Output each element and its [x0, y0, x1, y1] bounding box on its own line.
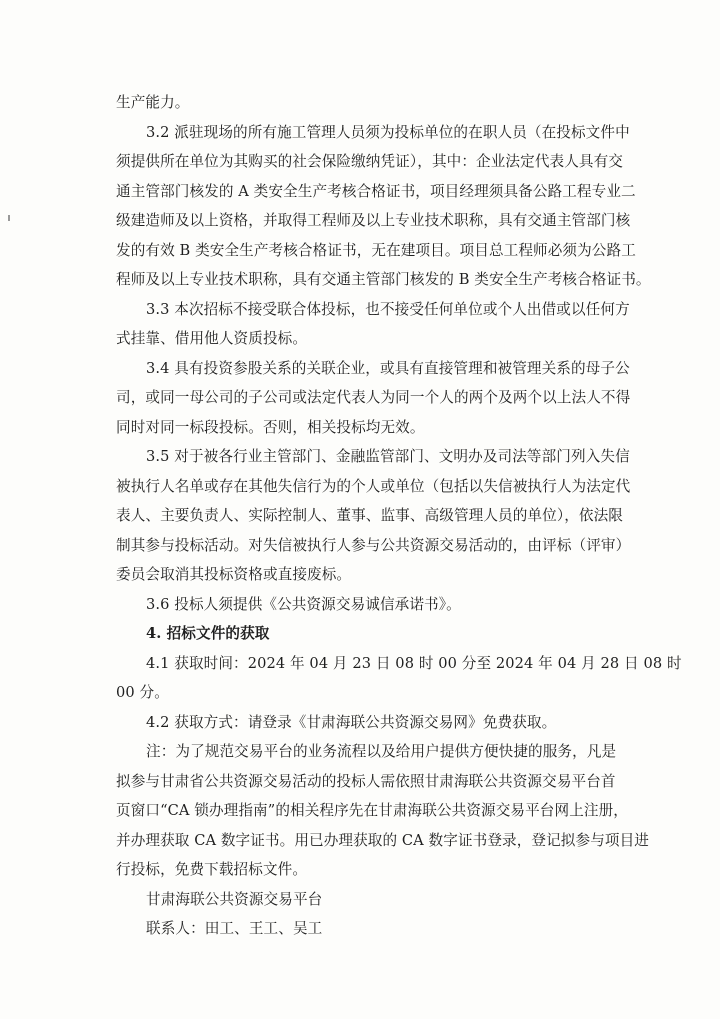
text-line: 同时对同一标段投标。否则，相关投标均无效。 — [116, 418, 425, 436]
text-line: 司，或同一母公司的子公司或法定代表人为同一个人的两个及两个以上法人不得 — [116, 389, 631, 406]
text-line: 3.2 派驻现场的所有施工管理人员须为投标单位的在职人员（在投标文件中 — [146, 123, 630, 141]
text-line: 程师及以上专业技术职称，具有交通主管部门核发的 B 类安全生产考核合格证书。 — [116, 271, 651, 288]
text-line: 式挂靠、借用他人资质投标。 — [116, 330, 308, 347]
text-line: 页窗口“CA 锁办理指南”的相关程序先在甘肃海联公共资源交易平台网上注册， — [116, 802, 628, 819]
text-line: 3.3 本次招标不接受联合体投标，也不接受任何单位或个人出借或以任何方 — [146, 300, 630, 318]
text-line: 制其参与投标活动。对失信被执行人参与公共资源交易活动的，由评标（评审） — [116, 536, 631, 554]
text-line: 并办理获取 CA 数字证书。用已办理获取的 CA 数字证书登录，登记拟参与项目进 — [116, 831, 649, 849]
text-line: 行投标，免费下载招标文件。 — [116, 861, 308, 878]
text-line: 被执行人名单或存在其他失信行为的个人或单位（包括以失信被执行人为法定代 — [116, 477, 631, 495]
document-page — [116, 88, 682, 944]
text-line: 注：为了规范交易平台的业务流程以及给用户提供方便快捷的服务，凡是 — [146, 743, 617, 760]
text-line: 00 分。 — [116, 684, 169, 701]
text-line: 通主管部门核发的 A 类安全生产考核合格证书，项目经理须具备公路工程专业二 — [116, 182, 636, 200]
text-line: 3.5 对于被各行业主管部门、金融监管部门、文明办及司法等部门列入失信 — [146, 448, 630, 465]
text-line: 委员会取消其投标资格或直接废标。 — [116, 566, 352, 583]
text-line: 拟参与甘肃省公共资源交易活动的投标人需依照甘肃海联公共资源交易平台首 — [116, 772, 616, 790]
text-line: 4.2 获取方式：请登录《甘肃海联公共资源交易网》免费获取。 — [146, 713, 557, 731]
text-line: 发的有效 B 类安全生产考核合格证书，无在建项目。项目总工程师必须为公路工 — [116, 241, 636, 259]
section-heading: 4. 招标文件的获取 — [146, 625, 270, 642]
text-line: 4.1 获取时间：2024 年 04 月 23 日 08 时 00 分至 2024 年 04 月 28 日 08 时 — [146, 654, 682, 672]
platform-name: 甘肃海联公共资源交易平台 — [146, 890, 323, 908]
contact-line: 联系人：田工、王工、吴工 — [146, 920, 323, 937]
text-line: 须提供所在单位为其购买的社会保险缴纳凭证），其中：企业法定代表人具有交 — [116, 153, 623, 170]
text-line: 表人、主要负责人、实际控制人、董事、监事、高级管理人员的单位），依法限 — [116, 507, 623, 524]
text-line: 级建造师及以上资格，并取得工程师及以上专业技术职称，具有交通主管部门核 — [116, 212, 631, 229]
text-line: 3.4 具有投资参股关系的关联企业，或具有直接管理和被管理关系的母子公 — [146, 359, 630, 377]
text-line: 生产能力。 — [116, 94, 190, 111]
text-line: 3.6 投标人须提供《公共资源交易诚信承诺书》。 — [146, 595, 461, 613]
scan-mark — [8, 215, 10, 221]
